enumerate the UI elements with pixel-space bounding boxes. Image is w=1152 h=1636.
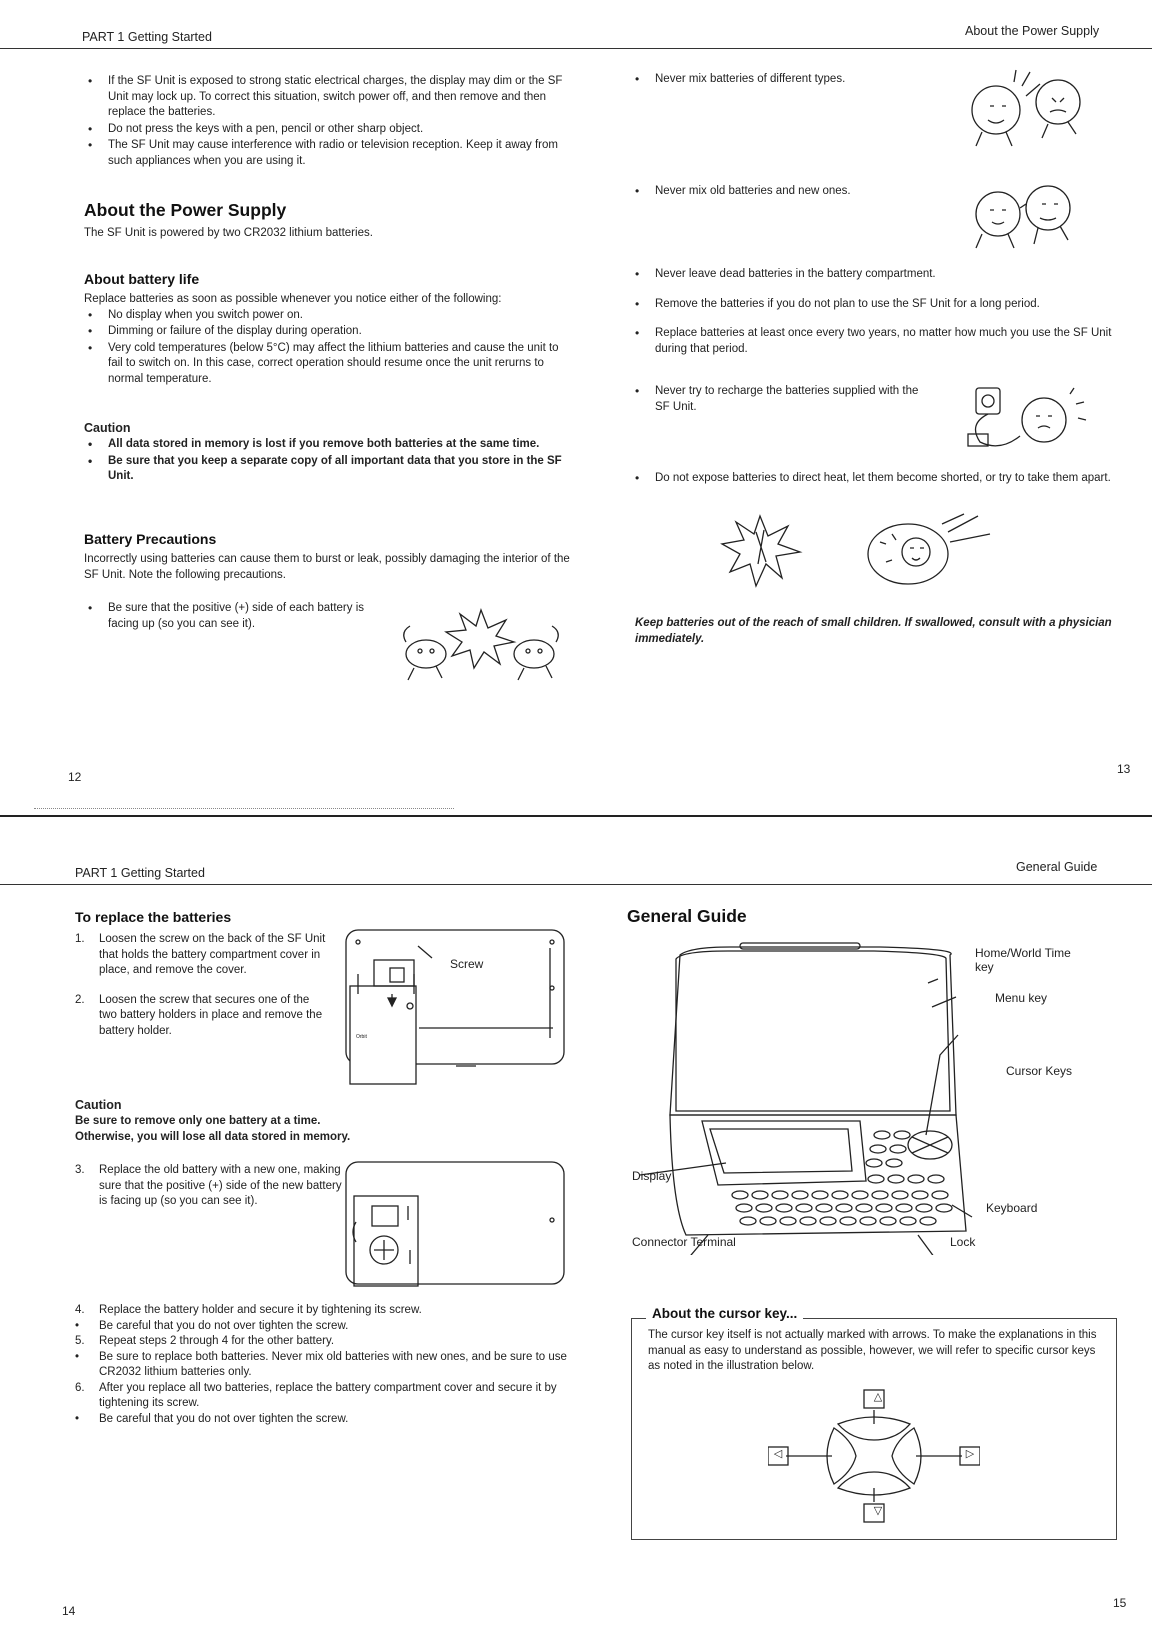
list-item: • Do not expose batteries to direct heat, let them become shorted, or try to take them apart. xyxy=(655,471,1121,487)
replace-batteries-title: To replace the batteries xyxy=(75,909,232,925)
list-item: • Never leave dead batteries in the battery compartment. xyxy=(655,267,1121,283)
page-12-header: PART 1 Getting Started xyxy=(82,30,212,44)
battery-precautions-text: Incorrectly using batteries can cause them to burst or leak, possibly damaging the interior of the SF Unit. Note the following precautions. xyxy=(84,553,570,581)
list-item: • All data stored in memory is lost if you remove both batteries at the same time. xyxy=(108,437,572,453)
caution-title-12: Caution xyxy=(84,421,131,435)
recharge-cartoon-illustration xyxy=(962,378,1092,454)
list-item: • The SF Unit may cause interference with radio or television reception. Keep it away from such appliances when you are using it. xyxy=(108,138,572,169)
list-item: • Never try to recharge the batteries supplied with the SF Unit. xyxy=(655,384,931,415)
replace-steps-a xyxy=(75,932,327,1039)
svg-text:Orbit: Orbit xyxy=(356,1034,367,1040)
step-number: • xyxy=(75,1319,80,1332)
page-12-body xyxy=(84,74,572,170)
list-item: • No display when you switch power on. xyxy=(108,308,572,324)
step-text: After you replace all two batteries, replace the battery compartment cover and secure it by tightening its screw. xyxy=(99,1381,557,1409)
intro-bullet-list xyxy=(84,74,572,169)
battery-holder-diagram xyxy=(344,1160,572,1290)
page-12-number: 12 xyxy=(68,770,82,784)
caution-title-14: Caution xyxy=(75,1098,122,1112)
step-text: Be sure to replace both batteries. Never mix old batteries with new ones, and be sure to use CR2032 lithium batteries only. xyxy=(99,1350,567,1378)
page-15-header: General Guide xyxy=(1016,860,1098,874)
old-new-batteries-cartoon-illustration xyxy=(968,178,1080,254)
page-14-number: 14 xyxy=(62,1604,76,1618)
list-item: • Do not press the keys with a pen, pencil or other sharp object. xyxy=(108,122,572,138)
list-item: • Be sure that you keep a separate copy of all important data that you store in the SF Unit. xyxy=(108,454,572,485)
list-item: • Very cold temperatures (below 5°C) may affect the lithium batteries and cause the unit to fail to switch on. In this case, correct operation should resume once the unit rerurns to normal temperature. xyxy=(108,341,572,388)
list-item: • Replace batteries at least once every two years, no matter how much you use the SF Unit during that period. xyxy=(655,326,1121,357)
step-number: • xyxy=(75,1412,80,1425)
step-number: • xyxy=(75,1350,80,1363)
caution-body-12 xyxy=(84,437,572,486)
precautions-bullet-body xyxy=(84,601,384,633)
list-item: • Be sure that the positive (+) side of each battery is facing up (so you can see it). xyxy=(108,601,384,632)
step-item xyxy=(75,1303,567,1319)
caution-list xyxy=(84,437,572,485)
spread-separator-dotted xyxy=(34,808,454,809)
heat-explosion-cartoon-illustration xyxy=(720,512,1030,592)
step-item xyxy=(75,993,327,1040)
list-item: • If the SF Unit is exposed to strong static electrical charges, the display may dim or the SF Unit may lock up. To correct this situation, switch power off, and then remove and then replace the batteries. xyxy=(108,74,572,121)
battery-life-text: Replace batteries as soon as possible whenever you notice either of the following: xyxy=(84,293,502,305)
children-warning: Keep batteries out of the reach of small children. If swallowed, consult with a physician immediately. xyxy=(635,617,1112,645)
step-text: Be careful that you do not over tighten the screw. xyxy=(99,1319,349,1332)
replace-steps-b xyxy=(75,1303,567,1427)
cursor-key-left-glyph: ◁ xyxy=(773,1448,783,1460)
spread-separator xyxy=(0,815,1152,817)
battery-precautions-title: Battery Precautions xyxy=(84,531,217,547)
header-rule-top xyxy=(0,48,1152,49)
step-number: 3. xyxy=(75,1164,85,1176)
page-14-header: PART 1 Getting Started xyxy=(75,866,205,880)
cursor-key-box-text: The cursor key itself is not actually marked with arrows. To make the explanations in this manual as easy to understand as possible, however, we will refer to specific cursor keys as noted in the illustration below. xyxy=(648,1329,1097,1372)
header-rule-bottom xyxy=(0,884,1152,885)
label-lock: Lock xyxy=(950,1235,976,1249)
step-number: 2. xyxy=(75,993,85,1006)
list-item: • Never mix batteries of different types. xyxy=(655,72,931,88)
replace-step-3 xyxy=(75,1163,351,1210)
step-text: Replace the battery holder and secure it by tightening its screw. xyxy=(99,1304,422,1316)
label-display: Display xyxy=(632,1169,672,1183)
step-item xyxy=(75,1381,567,1412)
mixed-batteries-cartoon-illustration xyxy=(962,66,1092,152)
battery-life-list xyxy=(84,308,572,388)
cursor-key-right-glyph: ▷ xyxy=(965,1448,975,1460)
page-13-bullet-2 xyxy=(631,184,931,201)
cursor-key-box-title: About the cursor key... xyxy=(646,1306,803,1321)
step-item xyxy=(75,1412,567,1428)
battery-cover-diagram xyxy=(344,928,572,1088)
step-text: Replace the old battery with a new one, making sure that the positive (+) side of the new battery is facing up (so you can see it). xyxy=(99,1164,342,1207)
page-13-bullet-list-mid xyxy=(631,267,1121,358)
list-item: • Remove the batteries if you do not plan to use the SF Unit for a long period. xyxy=(655,297,1121,313)
step-item xyxy=(75,1334,567,1350)
step-text: Be careful that you do not over tighten the screw. xyxy=(99,1412,349,1425)
cursor-key-down-glyph: ▽ xyxy=(873,1505,883,1517)
page-13-bullet-6 xyxy=(631,384,931,416)
power-supply-title: About the Power Supply xyxy=(84,200,287,220)
page-13-bullet-1 xyxy=(631,72,931,89)
page-13-bullet-7 xyxy=(631,471,1121,488)
step-text: Repeat steps 2 through 4 for the other battery. xyxy=(99,1335,335,1347)
step-text: Loosen the screw that secures one of the two battery holders in place and remove the battery holder. xyxy=(99,993,323,1037)
batteries-cartoon-illustration xyxy=(396,606,566,686)
list-item: • Dimming or failure of the display during operation. xyxy=(108,324,572,340)
step-number: 6. xyxy=(75,1381,85,1394)
step-number: 5. xyxy=(75,1335,85,1347)
page-13-number: 13 xyxy=(1117,762,1131,776)
screw-label: Screw xyxy=(450,957,484,971)
caution-line-2: Otherwise, you will lose all data stored in memory. xyxy=(75,1131,351,1143)
battery-life-body xyxy=(84,292,572,388)
label-cursor-keys: Cursor Keys xyxy=(1006,1064,1073,1078)
device-illustration xyxy=(620,935,1120,1255)
label-keyboard: Keyboard xyxy=(986,1201,1038,1215)
page-15-number: 15 xyxy=(1113,1596,1127,1610)
label-menu-key: Menu key xyxy=(995,991,1048,1005)
general-guide-title: General Guide xyxy=(627,906,747,926)
battery-life-title: About battery life xyxy=(84,271,200,287)
page-13-header: About the Power Supply xyxy=(965,24,1100,38)
step-item xyxy=(75,1319,567,1335)
cursor-key-up-glyph: △ xyxy=(873,1391,883,1403)
step-item xyxy=(75,932,327,979)
label-home-world-time-key: Home/World Time key xyxy=(975,946,1071,974)
step-item xyxy=(75,1350,567,1381)
list-item: • Never mix old batteries and new ones. xyxy=(655,184,931,200)
caution-line-1: Be sure to remove only one battery at a time. xyxy=(75,1115,321,1127)
step-number: 4. xyxy=(75,1304,85,1316)
label-connector-terminal: Connector Terminal xyxy=(632,1235,736,1249)
step-number: 1. xyxy=(75,933,85,945)
power-supply-text: The SF Unit is powered by two CR2032 lithium batteries. xyxy=(84,227,373,239)
step-text: Loosen the screw on the back of the SF Unit that holds the battery compartment cover in place, and remove the cover. xyxy=(99,933,326,976)
